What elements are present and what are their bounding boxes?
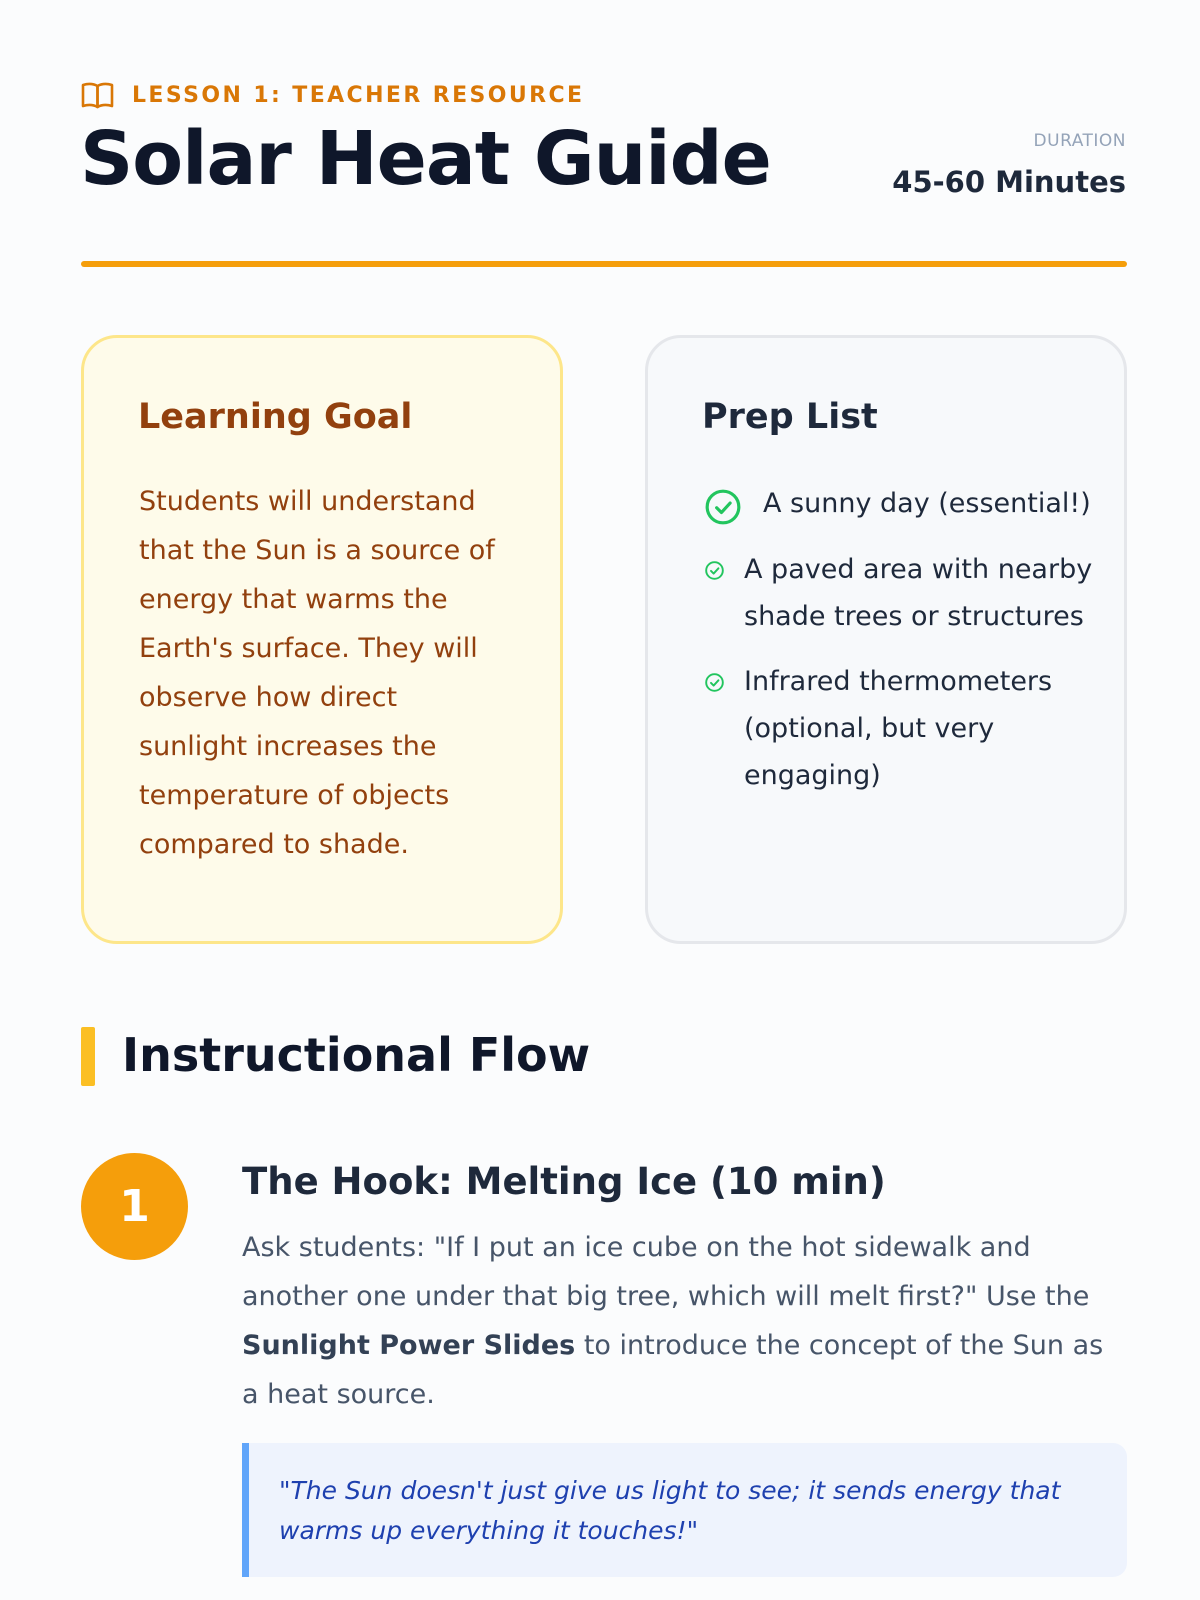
header-divider	[81, 261, 1127, 267]
step-body	[242, 1223, 1112, 1419]
prep-item	[704, 480, 1104, 527]
prep-item-label: A paved area with nearby shade trees or structures	[744, 554, 1093, 632]
sunlight-power-slides-resource: Sunlight Power Slides	[242, 1330, 576, 1361]
learning-goal-card	[81, 335, 563, 944]
lesson-eyebrow	[81, 82, 584, 109]
section-accent-bar	[81, 1027, 95, 1086]
prep-list	[704, 480, 1104, 799]
book-open-icon	[81, 82, 114, 109]
eyebrow-label: LESSON 1: TEACHER RESOURCE	[132, 83, 585, 108]
duration-block	[892, 131, 1126, 199]
duration-label: DURATION	[1033, 131, 1126, 151]
step-body-text: to introduce the concept of the Sun as a heat source.	[242, 1330, 1104, 1410]
prep-list-card	[645, 335, 1127, 944]
prep-item-label: A sunny day (essential!)	[763, 488, 1091, 519]
prep-item	[704, 658, 1104, 799]
learning-goal-text: Students will understand that the Sun is a source of energy that warms the Earth's surface. They will observe how direct sunlight increases the temperature of objects compared to shade.	[139, 486, 495, 860]
instructional-flow-heading: Instructional Flow	[122, 1028, 591, 1082]
check-circle-icon	[704, 560, 725, 581]
prep-item-label: Infrared thermometers (optional, but very engaging)	[744, 666, 1053, 791]
check-circle-icon	[704, 488, 742, 526]
teacher-quote: "The Sun doesn't just give us light to see; it sends energy that warms up everything it touches!"	[242, 1443, 1127, 1577]
duration-value: 45-60 Minutes	[892, 165, 1126, 199]
check-circle-icon	[704, 672, 725, 693]
step-body-text: Ask students: "If I put an ice cube on the hot sidewalk and another one under that big tree, which will melt first?" Use the	[242, 1232, 1090, 1312]
step-title: The Hook: Melting Ice (10 min)	[242, 1160, 886, 1203]
step-number-badge: 1	[81, 1153, 188, 1260]
prep-list-heading: Prep List	[702, 397, 878, 437]
page-title: Solar Heat Guide	[80, 116, 771, 202]
prep-item	[704, 546, 1104, 640]
learning-goal-heading: Learning Goal	[138, 397, 413, 437]
